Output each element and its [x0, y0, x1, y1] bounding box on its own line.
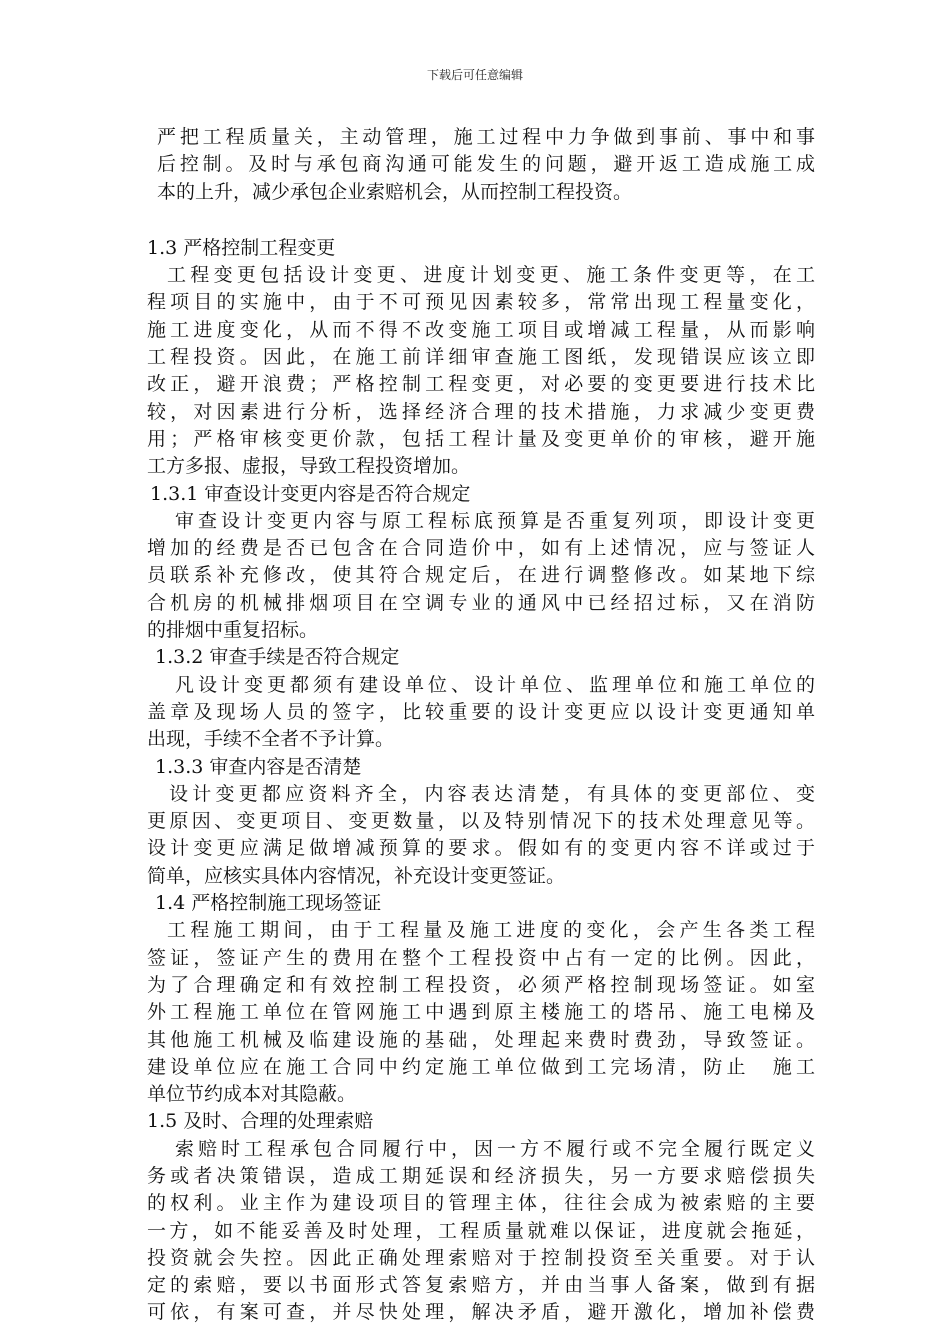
- text-line: 可依，有案可查，并尽快处理，解决矛盾，避开激化，增加补偿费: [147, 1301, 815, 1324]
- text-line: 1.3.1 审查设计变更内容是否符合规定: [150, 482, 471, 505]
- text-line: 务或者决策错误，造成工期延误和经济损失，另一方要求赔偿损失: [147, 1164, 815, 1187]
- text-line: 1.3.2 审查手续是否符合规定: [155, 646, 400, 669]
- text-line: 凡设计变更都须有建设单位、设计单位、监理单位和施工单位的: [175, 673, 815, 696]
- text-line: 建设单位应在施工合同中约定施工单位做到工完场清，防止 施工: [147, 1055, 815, 1078]
- text-line: 签证，签证产生的费用在整个工程投资中占有一定的比例。因此，: [147, 946, 815, 969]
- text-line: 1.4 严格控制施工现场签证: [155, 892, 382, 915]
- document-body: [147, 124, 815, 1327]
- blank-line: [147, 206, 815, 235]
- text-line: 工程投资。因此，在施工前详细审查施工图纸，发现错误应该立即: [147, 346, 815, 369]
- text-line: 增加的经费是否已包含在合同造价中，如有上述情况，应与签证人: [147, 537, 815, 560]
- text-line: 较，对因素进行分析，选择经济合理的技术措施，力求减少变更费: [147, 400, 815, 423]
- text-line: 投资就会失控。因此正确处理索赔对于控制投资至关重要。对于认: [147, 1246, 815, 1269]
- text-line: 严把工程质量关，主动管理，施工过程中力争做到事前、事中和事: [157, 126, 815, 148]
- text-line: 外工程施工单位在管网施工中遇到原主楼施工的塔吊、施工电梯及: [147, 1001, 815, 1024]
- text-line: 本的上升，减少承包企业索赔机会，从而控制工程投资。: [157, 180, 633, 203]
- text-line: 设计变更应满足做增减预算的要求。假如有的变更内容不详或过于: [147, 837, 815, 860]
- text-line: 其他施工机械及临建设施的基础，处理起来费时费劲，导致签证。: [147, 1028, 815, 1051]
- text-line: 工方多报、虚报，导致工程投资增加。: [147, 455, 471, 478]
- text-line: 更原因、变更项目、变更数量，以及特别情况下的技术处理意见等。: [147, 810, 815, 833]
- text-line: 1.5 及时、合理的处理索赔: [147, 1110, 374, 1133]
- text-line: 员联系补充修改，使其符合规定后，在进行调整修改。如某地下综: [147, 564, 815, 587]
- text-line: 简单，应核实具体内容情况，补充设计变更签证。: [147, 864, 566, 887]
- text-line: 工程变更包括设计变更、进度计划变更、施工条件变更等，在工: [167, 264, 815, 287]
- text-line: 定的索赔，要以书面形式答复索赔方，并由当事人备案，做到有据: [147, 1274, 815, 1297]
- text-line: 1.3.3 审查内容是否清楚: [155, 755, 362, 778]
- text-line: 改正，避开浪费；严格控制工程变更，对必要的变更要进行技术比: [147, 373, 815, 396]
- text-line: 程项目的实施中，由于不可预见因素较多，常常出现工程量变化，: [147, 291, 815, 314]
- text-line: 盖章及现场人员的签字，比较重要的设计变更应以设计变更通知单: [147, 700, 815, 723]
- text-line: 后控制。及时与承包商沟通可能发生的问题，避开返工造成施工成: [157, 153, 815, 176]
- text-line: 为了合理确定和有效控制工程投资，必须严格控制现场签证。如室: [147, 973, 815, 996]
- text-line: 用；严格审核变更价款，包括工程计量及变更单价的审核，避开施: [147, 427, 815, 450]
- text-line: 索赔时工程承包合同履行中，因一方不履行或不完全履行既定义: [175, 1137, 815, 1160]
- text-line: 一方，如不能妥善及时处理，工程质量就难以保证，进度就会拖延，: [147, 1219, 815, 1242]
- text-line: 出现，手续不全者不予计算。: [147, 728, 395, 751]
- text-line: 1.3 严格控制工程变更: [147, 236, 336, 259]
- text-line: 单位节约成本对其隐蔽。: [147, 1083, 357, 1106]
- page-header: 下载后可任意编辑: [426, 68, 523, 82]
- text-line: 工程施工期间，由于工程量及施工进度的变化，会产生各类工程: [167, 919, 815, 942]
- text-line: 设计变更都应资料齐全，内容表达清楚，有具体的变更部位、变: [169, 782, 815, 805]
- text-line: 的权利。业主作为建设项目的管理主体，往往会成为被索赔的主要: [147, 1192, 815, 1215]
- text-line: 的排烟中重复招标。: [147, 619, 319, 642]
- text-line: 合机房的机械排烟项目在空调专业的通风中已经招过标，又在消防: [147, 591, 815, 614]
- text-line: 施工进度变化，从而不得不改变施工项目或增减工程量，从而影响: [147, 318, 815, 341]
- text-line: 审查设计变更内容与原工程标底预算是否重复列项，即设计变更: [175, 509, 815, 532]
